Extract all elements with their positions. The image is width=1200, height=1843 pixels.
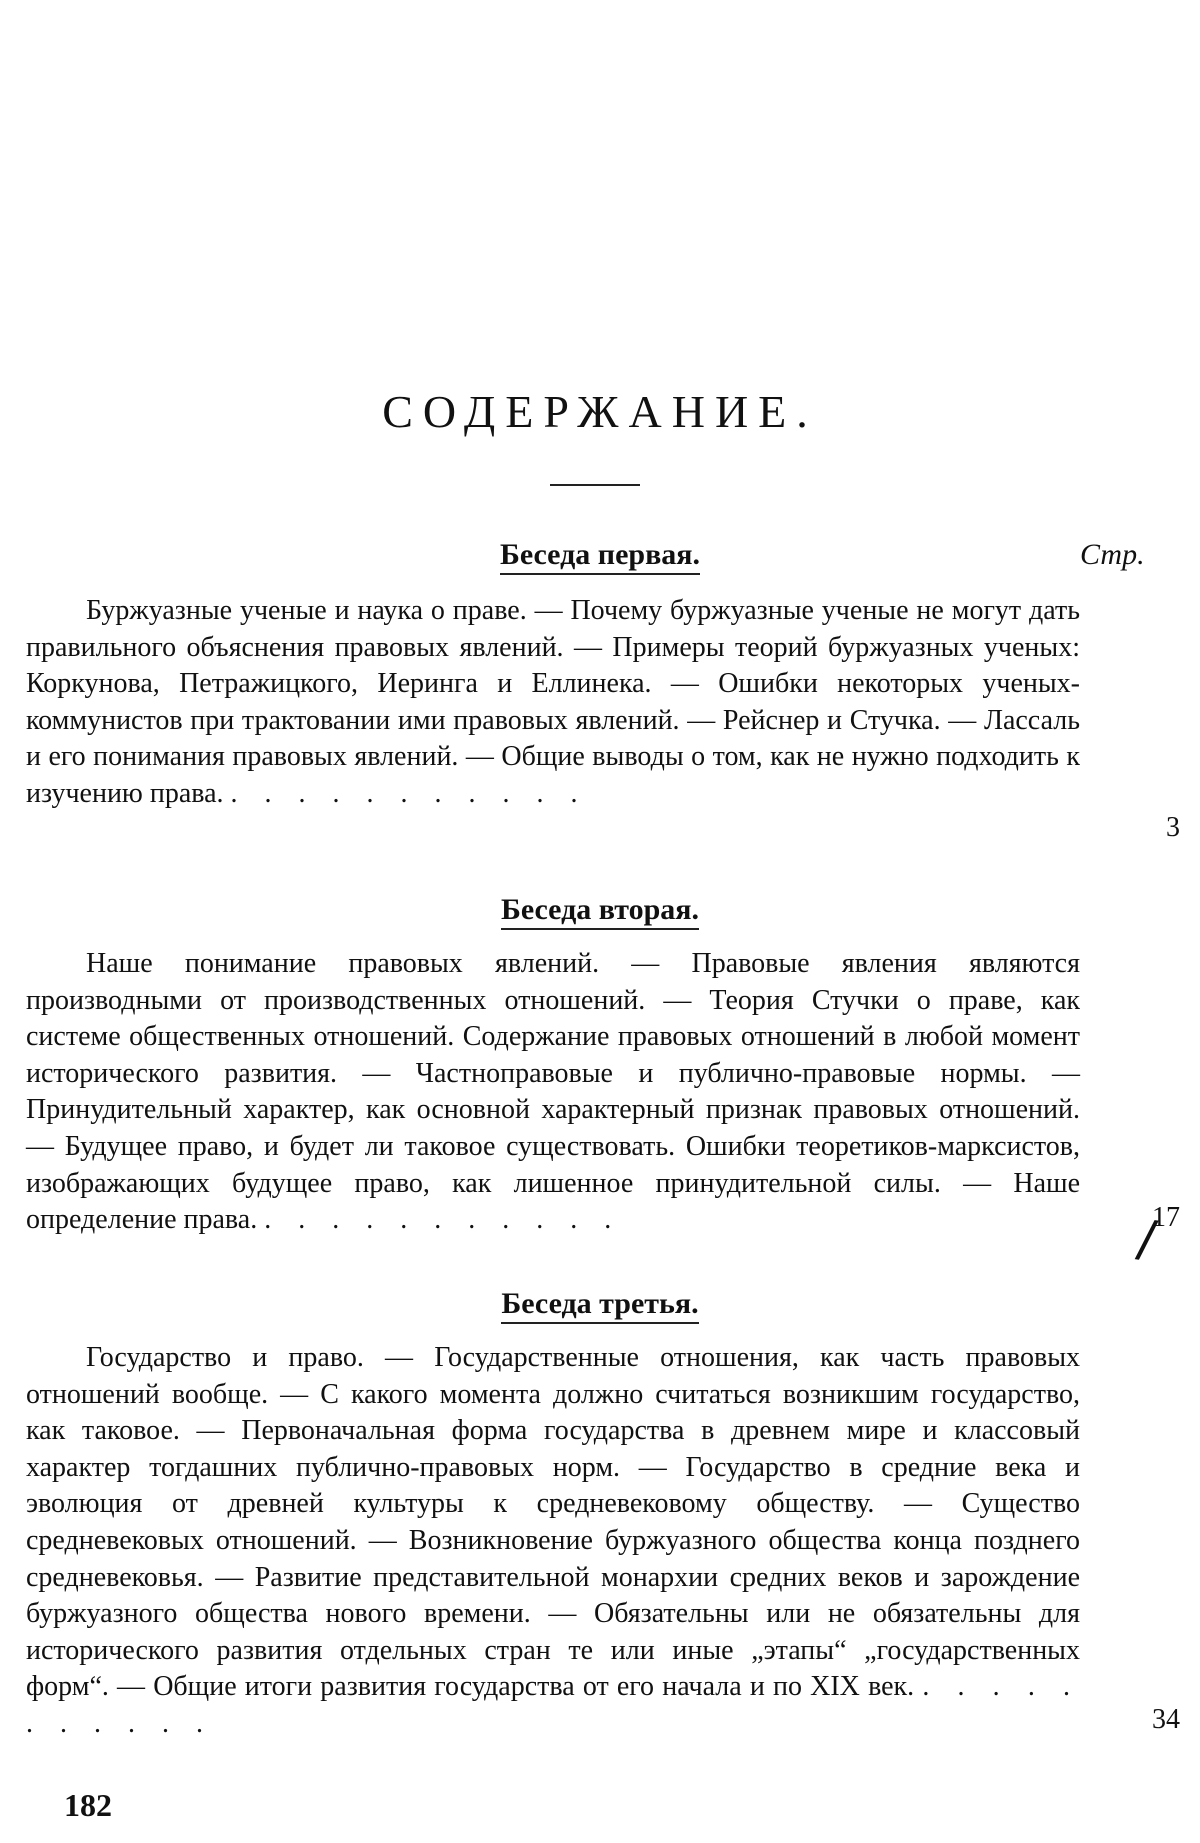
section-heading-1-text: Беседа первая. — [500, 538, 700, 575]
section-page-3: 34 — [1152, 1704, 1180, 1735]
section-heading-2 — [0, 893, 1200, 927]
page-folio: 182 — [64, 1787, 112, 1823]
section-heading-3 — [0, 1287, 1200, 1321]
section-heading-2-text: Беседа вторая. — [501, 893, 699, 930]
section-entry-2-text: Наше понимание правовых явлений. — Правовые явления являются производными от производственных отношений. — Теория Стучки о праве, как системе общественных отношений. Содержание правовых отношений в любой момент исторического развития. — Частноправовые и публично-правовые нормы. — Принудительный характер, как основной характерный признак правовых отношений. — Будущее право, и будет ли таковое существовать. Ошибки теоретиков-марксистов, изображающих будущее право, как лишенное принудительной силы. — Наше определение права. — [26, 948, 1080, 1236]
page-column-label: Стр. — [1080, 538, 1145, 571]
leader-dots: . . . . . . . . . . . — [264, 1204, 622, 1236]
page-title: СОДЕРЖАНИЕ. — [382, 386, 818, 437]
title-rule — [550, 484, 640, 486]
handwritten-slash-mark: / — [1133, 1205, 1160, 1275]
section-heading-1 — [0, 538, 1200, 572]
section-heading-3-text: Беседа третья. — [501, 1287, 698, 1324]
section-entry-2 — [26, 946, 1080, 1239]
section-page-2: 17 — [1152, 1202, 1180, 1233]
leader-dots: . . . . . . . . . . . — [26, 1671, 1081, 1739]
section-page-1: 3 — [1166, 812, 1180, 843]
section-entry-1-text: Буржуазные ученые и наука о праве. — Почему буржуазные ученые не могут дать правильного объяснения правовых явлений. — Примеры теорий буржуазных ученых: Коркунова, Петражицкого, Иеринга и Еллинека. — Ошибки некоторых ученых-коммунистов при трактовании ими правовых явлений. — Рейснер и Стучка. — Лассаль и его понимания правовых явлений. — Общие выводы о том, как не нужно подходить к изучению права. — [26, 595, 1080, 809]
section-entry-3 — [26, 1340, 1080, 1743]
section-entry-1 — [26, 593, 1080, 813]
section-entry-3-text: Государство и право. — Государственные отношения, как часть правовых отношений вообще. — С какого момента должно считаться возникшим государство, как таковое. — Первоначальная форма государства в древнем мире и классовый характер тогдашних публично-правовых норм. — Государство в средние века и эволюция от древней культуры к средневековому обществу. — Существо средневековых отношений. — Возникновение буржуазного общества конца позднего средневековья. — Развитие представительной монархии средних веков и зарождение буржуазного общества нового времени. — Обязательны или не обязательны для исторического развития отдельных стран те или иные „этапы“ „государственных форм“. — Общие итоги развития государства от его начала и по XIX век. — [26, 1342, 1080, 1703]
leader-dots: . . . . . . . . . . . — [230, 777, 588, 809]
